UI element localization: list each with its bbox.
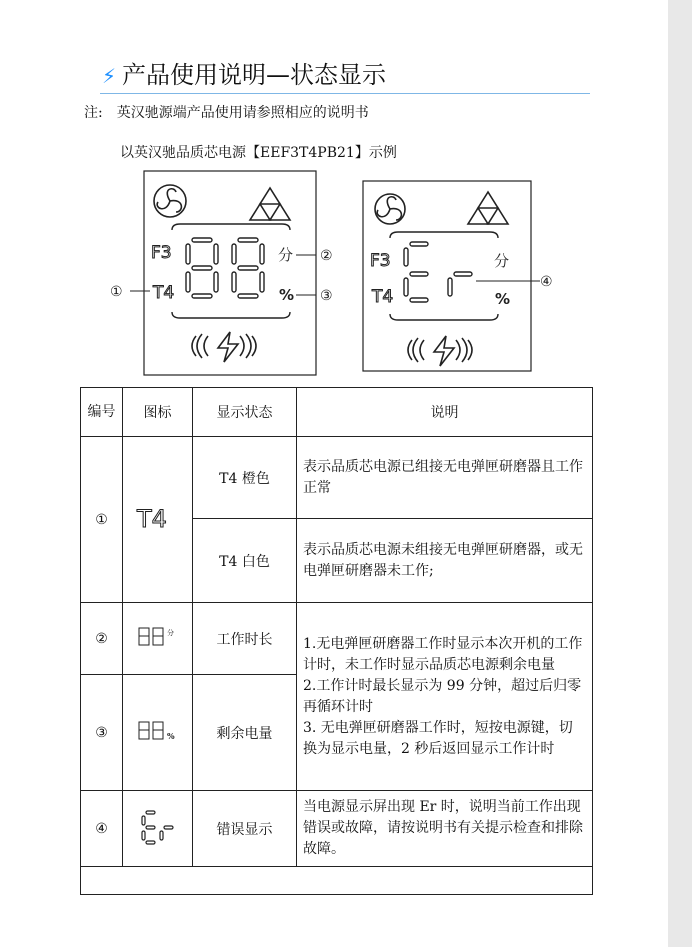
error-segments: [404, 242, 472, 302]
bottom-bracket-2: [390, 314, 498, 320]
note: 注: 英汉驰源端产品使用请参照相应的说明书: [84, 105, 369, 121]
callout-4: ④: [540, 274, 553, 290]
t4-label: T4: [153, 283, 175, 303]
fan-icon: [154, 185, 186, 217]
row-number-4: ④: [81, 791, 123, 867]
state-battery: 剩余电量: [193, 675, 297, 791]
minute-unit-2: 分: [494, 252, 510, 270]
col-header-state: 显示状态: [193, 388, 297, 437]
lcd-figure-error: [360, 178, 560, 378]
table-row: [81, 603, 593, 675]
row-number-3: ③: [81, 675, 123, 791]
status-table: [80, 387, 593, 867]
svg-text:T4: T4: [136, 504, 167, 533]
table-header-row: [81, 388, 593, 437]
desc-error: 当电源显示屏出现 Er 时，说明当前工作出现错误或故障，请按说明书有关提示检查和排除故障。: [297, 791, 593, 867]
f3-label-2: F3: [370, 251, 391, 271]
t4-label-2: T4: [372, 287, 394, 307]
col-header-number: 编号: [81, 388, 123, 437]
fan-icon-2: [375, 194, 405, 224]
desc-t4-orange: 表示品质芯电源已组接无电弹匣研磨器且工作正常: [297, 437, 593, 519]
spark-icon: ⚡: [102, 64, 117, 88]
state-t4-white: T4 白色: [193, 519, 297, 603]
state-work-time: 工作时长: [193, 603, 297, 675]
table-row: [81, 437, 593, 519]
wireless-charge-icon: [192, 332, 256, 362]
error-segment-icon: [123, 791, 193, 867]
top-bracket-2: [390, 232, 498, 238]
digits-minute-icon: [123, 603, 193, 675]
callout-2: ②: [320, 248, 333, 264]
grinder-triangle-icon: [250, 188, 290, 220]
bottom-bracket: [172, 312, 290, 318]
table-row: [81, 791, 593, 867]
example-caption: 以英汉驰品质芯电源【EEF3T4PB21】示例: [120, 145, 397, 161]
t4-icon: [123, 437, 193, 603]
digits-percent-icon: [123, 675, 193, 791]
percent-unit: %: [279, 286, 295, 304]
desc-t4-white: 表示品质芯电源未组接无电弹匣研磨器，或无电弹匣研磨器未工作;: [297, 519, 593, 603]
percent-unit-2: %: [495, 290, 511, 308]
f3-label: F3: [151, 243, 172, 263]
minute-unit: 分: [278, 246, 294, 264]
desc-time-battery: 1.无电弹匣研磨器工作时显示本次开机的工作计时，未工作时显示品质芯电源剩余电量 2.工作计时最长显示为 99 分钟，超过后归零再循环计时 3. 无电弹匣研磨器工作时，短按电源键，切换为显示电量，2 秒后返回显示工作计时: [297, 603, 593, 791]
top-bracket: [172, 224, 290, 230]
row-number-1: ①: [81, 437, 123, 603]
state-error: 错误显示: [193, 791, 297, 867]
seven-segment-digits: [186, 238, 264, 298]
row-number-2: ②: [81, 603, 123, 675]
grinder-triangle-icon-2: [468, 192, 508, 224]
callout-3: ③: [320, 288, 333, 304]
svg-text:分: 分: [166, 628, 174, 637]
lcd-frame-error: [363, 181, 531, 371]
lcd-figure-normal: [100, 168, 350, 378]
col-header-desc: 说明: [297, 388, 593, 437]
col-header-icon: 图标: [123, 388, 193, 437]
right-sidebar: [668, 0, 692, 947]
callout-1: ①: [110, 284, 123, 300]
state-t4-orange: T4 橙色: [193, 437, 297, 519]
page-title: ⚡ 产品使用说明—状态显示: [102, 61, 387, 89]
wireless-charge-icon-2: [408, 336, 472, 366]
svg-text:%: %: [166, 730, 175, 741]
title-underline: [100, 93, 590, 94]
